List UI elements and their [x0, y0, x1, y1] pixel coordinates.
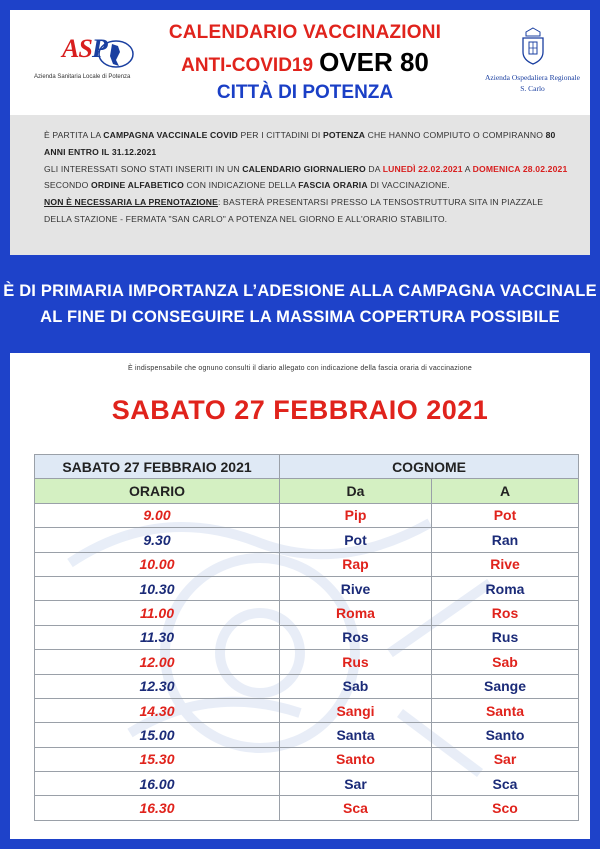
- info-paragraph-1: È PARTITA LA CAMPAGNA VACCINALE COVID PER I CITTADINI DI POTENZA CHE HANNO COMPIUTO O COMPIRANNO 80 ANNI ENTRO IL 31.12.2021: [44, 130, 556, 157]
- a-cell: Sange: [432, 674, 579, 698]
- table-row: [35, 796, 579, 820]
- da-cell: Sab: [280, 674, 432, 698]
- asp-logo: [34, 34, 138, 94]
- asp-subtitle: Azienda Sanitaria Locale di Potenza: [34, 74, 131, 80]
- a-cell: Sab: [432, 650, 579, 674]
- da-cell: Sar: [280, 772, 432, 796]
- time-cell: 10.30: [35, 576, 280, 600]
- table-row: [35, 650, 579, 674]
- importance-banner: [0, 278, 600, 330]
- da-cell: Sangi: [280, 698, 432, 722]
- a-cell: Santo: [432, 723, 579, 747]
- info-paragraph-3: NON È NECESSARIA LA PRENOTAZIONE: BASTERÀ PRESENTARSI PRESSO LA TENSOSTRUTTURA SITA IN PIAZZALE DELLA STAZIONE - FERMATA "SAN CARLO" A POTENZA NEL GIORNO E ALL'ORARIO STABILITO.: [44, 197, 544, 224]
- schedule-panel: [10, 353, 590, 839]
- banner-line1: È DI PRIMARIA IMPORTANZA L’ADESIONE ALLA CAMPAGNA VACCINALE: [3, 282, 597, 300]
- asp-logo-text: ASP: [62, 34, 107, 63]
- asp-map-icon: [96, 36, 136, 76]
- table-row: [35, 601, 579, 625]
- info-paragraph-2: GLI INTERESSATI SONO STATI INSERITI IN UN CALENDARIO GIORNALIERO DA LUNEDÌ 22.02.2021 A DOMENICA 28.02.2021 SECONDO ORDINE ALFABETICO CON INDICAZIONE DELLA FASCIA ORARIA DI VACCINAZIONE.: [44, 163, 568, 191]
- a-cell: Sco: [432, 796, 579, 820]
- da-cell: Rap: [280, 552, 432, 576]
- a-cell: Sca: [432, 772, 579, 796]
- col-da: Da: [280, 479, 432, 503]
- time-cell: 11.00: [35, 601, 280, 625]
- da-cell: Pip: [280, 503, 432, 527]
- table-row: [35, 674, 579, 698]
- table-row: [35, 747, 579, 771]
- title-over80: OVER 80: [319, 47, 429, 77]
- a-cell: Ran: [432, 528, 579, 552]
- time-cell: 12.00: [35, 650, 280, 674]
- a-cell: Roma: [432, 576, 579, 600]
- day-title: SABATO 27 FEBBRAIO 2021: [111, 395, 489, 425]
- time-cell: 11.30: [35, 625, 280, 649]
- title-block: [145, 22, 465, 104]
- table-row: [35, 576, 579, 600]
- table-row: [35, 723, 579, 747]
- time-cell: 14.30: [35, 698, 280, 722]
- banner-line2: AL FINE DI CONSEGUIRE LA MASSIMA COPERTURA POSSIBILE: [40, 308, 560, 326]
- table-row: [35, 503, 579, 527]
- title-anticovid: ANTI-COVID19: [181, 55, 314, 76]
- da-cell: Sca: [280, 796, 432, 820]
- time-cell: 15.30: [35, 747, 280, 771]
- table-header-row: [35, 455, 579, 479]
- col-orario: ORARIO: [35, 479, 280, 503]
- table-row: [35, 552, 579, 576]
- header-cognome-cell: COGNOME: [280, 455, 579, 479]
- da-cell: Santo: [280, 747, 432, 771]
- table-row: [35, 772, 579, 796]
- a-cell: Rive: [432, 552, 579, 576]
- hospital-crest-icon: [518, 26, 548, 66]
- da-cell: Pot: [280, 528, 432, 552]
- da-cell: Santa: [280, 723, 432, 747]
- col-a: A: [432, 479, 579, 503]
- a-cell: Ros: [432, 601, 579, 625]
- time-cell: 9.00: [35, 503, 280, 527]
- table-row: [35, 528, 579, 552]
- title-line2: [145, 47, 465, 78]
- notice-text: È indispensabile che ognuno consulti il diario allegato con indicazione della fascia oraria di vaccinazione: [128, 365, 472, 372]
- a-cell: Pot: [432, 503, 579, 527]
- time-cell: 15.00: [35, 723, 280, 747]
- da-cell: Rus: [280, 650, 432, 674]
- table-row: [35, 625, 579, 649]
- hospital-name: Azienda Ospedaliera Regionale: [485, 73, 580, 82]
- hospital-name-2: S. Carlo: [520, 84, 545, 93]
- info-box: [10, 115, 590, 255]
- time-cell: 16.30: [35, 796, 280, 820]
- title-city: CITTÀ DI POTENZA: [216, 82, 394, 103]
- da-cell: Rive: [280, 576, 432, 600]
- time-cell: 16.00: [35, 772, 280, 796]
- schedule-table: [34, 454, 579, 821]
- a-cell: Santa: [432, 698, 579, 722]
- table-subheader-row: [35, 479, 579, 503]
- a-cell: Rus: [432, 625, 579, 649]
- header-date-cell: SABATO 27 FEBBRAIO 2021: [35, 455, 280, 479]
- a-cell: Sar: [432, 747, 579, 771]
- time-cell: 12.30: [35, 674, 280, 698]
- table-row: [35, 698, 579, 722]
- header: [10, 10, 590, 115]
- title-line1: CALENDARIO VACCINAZIONI: [168, 22, 442, 43]
- da-cell: Ros: [280, 625, 432, 649]
- hospital-logo: [480, 26, 585, 93]
- time-cell: 10.00: [35, 552, 280, 576]
- da-cell: Roma: [280, 601, 432, 625]
- time-cell: 9.30: [35, 528, 280, 552]
